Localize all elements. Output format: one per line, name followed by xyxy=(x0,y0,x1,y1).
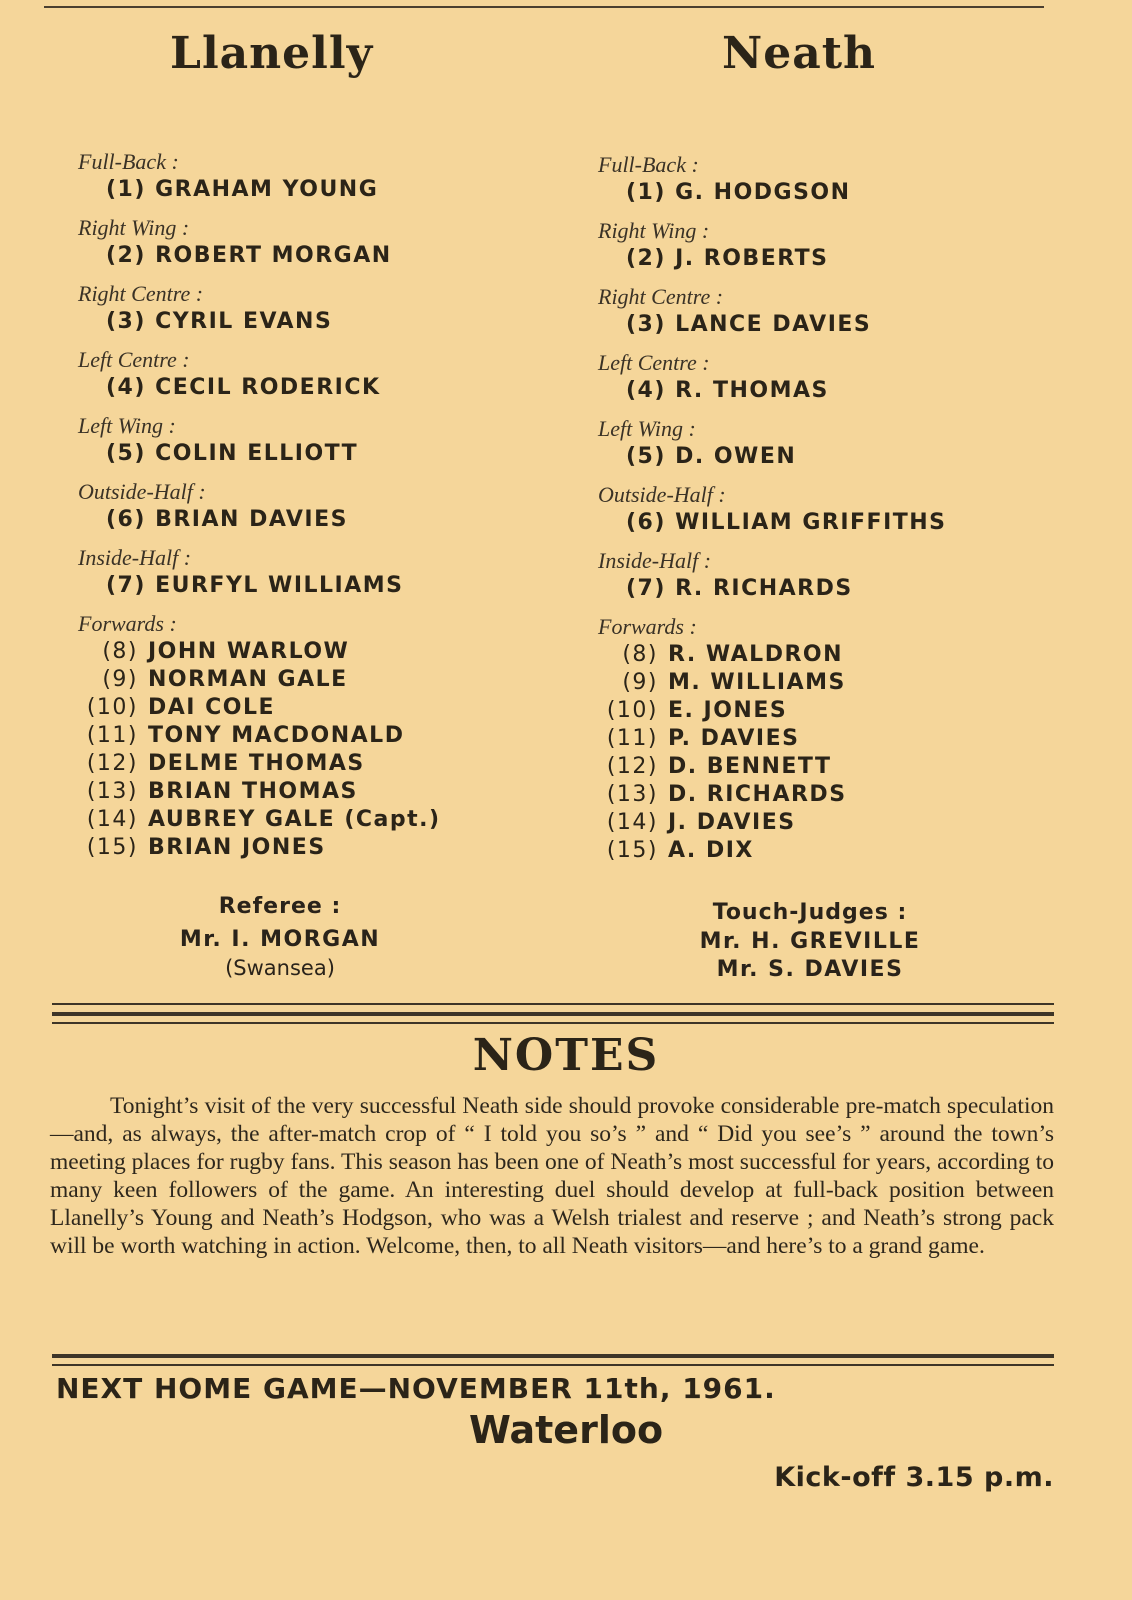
top-rule xyxy=(44,6,1044,8)
forward-row xyxy=(78,778,441,806)
player-name: BRIAN THOMAS xyxy=(148,779,358,804)
shirt-number: (13) xyxy=(606,782,658,807)
position-label: Full-Back : xyxy=(598,152,699,177)
player-left-wing: (5) COLIN ELLIOTT xyxy=(106,441,359,466)
player-right-wing: (2) J. ROBERTS xyxy=(626,246,829,271)
position-label: Inside-Half : xyxy=(598,548,712,573)
forward-row xyxy=(78,834,441,862)
shirt-number: (12) xyxy=(606,754,658,779)
shirt-number: (10) xyxy=(606,698,658,723)
touch-judges-block xyxy=(660,898,960,984)
player-inside-half: (7) EURFYL WILLIAMS xyxy=(106,573,404,598)
forward-row xyxy=(598,669,947,697)
player-name: NORMAN GALE xyxy=(148,667,348,692)
forward-row xyxy=(78,694,441,722)
divider xyxy=(52,1364,1054,1366)
position-label: Right Centre : xyxy=(78,281,204,306)
away-roster xyxy=(598,151,947,875)
shirt-number: (11) xyxy=(606,726,658,751)
notes-title: NOTES xyxy=(472,1030,660,1081)
shirt-number: (15) xyxy=(86,835,138,860)
player-left-centre: (4) CECIL RODERICK xyxy=(106,375,381,400)
player-left-centre: (4) R. THOMAS xyxy=(626,378,829,403)
position-label: Right Wing : xyxy=(78,215,190,240)
position-label: Outside-Half : xyxy=(78,479,206,504)
player-name: R. WALDRON xyxy=(668,642,844,667)
divider xyxy=(52,1022,1054,1024)
position-label: Left Wing : xyxy=(78,413,176,438)
forward-row xyxy=(598,837,947,865)
position-label: Left Wing : xyxy=(598,416,696,441)
player-outside-half: (6) WILLIAM GRIFFITHS xyxy=(626,510,947,535)
shirt-number: (14) xyxy=(86,807,138,832)
player-left-wing: (5) D. OWEN xyxy=(626,444,797,469)
forward-row xyxy=(598,725,947,753)
touch-judge-name: Mr. S. DAVIES xyxy=(716,957,904,982)
player-name: TONY MACDONALD xyxy=(148,723,405,748)
forward-row xyxy=(598,697,947,725)
divider xyxy=(52,1003,1054,1005)
position-label: Outside-Half : xyxy=(598,482,726,507)
position-label: Forwards : xyxy=(598,614,697,639)
divider xyxy=(52,1012,1054,1016)
referee-name: Mr. I. MORGAN xyxy=(179,927,381,952)
forward-row xyxy=(598,781,947,809)
player-right-centre: (3) CYRIL EVANS xyxy=(106,309,333,334)
divider xyxy=(52,1354,1054,1358)
forward-row xyxy=(78,722,441,750)
player-name: P. DAVIES xyxy=(668,726,800,751)
player-outside-half: (6) BRIAN DAVIES xyxy=(106,507,348,532)
shirt-number: (11) xyxy=(86,723,138,748)
forward-row xyxy=(598,641,947,669)
next-home-game-heading: NEXT HOME GAME—NOVEMBER 11th, 1961. xyxy=(56,1372,776,1405)
referee-label: Referee : xyxy=(218,894,342,919)
forward-row xyxy=(598,753,947,781)
player-inside-half: (7) R. RICHARDS xyxy=(626,576,853,601)
player-full-back: (1) G. HODGSON xyxy=(626,180,851,205)
shirt-number: (15) xyxy=(606,838,658,863)
player-name: AUBREY GALE (Capt.) xyxy=(148,807,441,832)
player-name: BRIAN JONES xyxy=(148,835,326,860)
position-label: Right Wing : xyxy=(598,218,710,243)
player-name: DAI COLE xyxy=(148,695,276,720)
forward-row xyxy=(78,806,441,834)
shirt-number: (10) xyxy=(86,695,138,720)
player-name: A. DIX xyxy=(668,838,754,863)
player-name: M. WILLIAMS xyxy=(668,670,846,695)
next-opponent: Waterloo xyxy=(468,1408,664,1452)
player-right-wing: (2) ROBERT MORGAN xyxy=(106,243,392,268)
player-full-back: (1) GRAHAM YOUNG xyxy=(106,177,379,202)
touch-judges-label: Touch-Judges : xyxy=(712,900,908,925)
shirt-number: (8) xyxy=(622,642,658,667)
position-label: Left Centre : xyxy=(598,350,710,375)
player-name: D. RICHARDS xyxy=(668,782,847,807)
player-name: JOHN WARLOW xyxy=(148,639,350,664)
position-label: Forwards : xyxy=(78,611,177,636)
player-name: J. DAVIES xyxy=(668,810,796,835)
touch-judge-name: Mr. H. GREVILLE xyxy=(699,929,921,954)
referee-club: (Swansea) xyxy=(225,956,335,980)
kickoff-time: Kick-off 3.15 p.m. xyxy=(774,1462,1054,1493)
position-label: Inside-Half : xyxy=(78,545,192,570)
referee-block xyxy=(150,892,410,982)
forward-row xyxy=(78,750,441,778)
shirt-number: (9) xyxy=(102,667,138,692)
shirt-number: (12) xyxy=(86,751,138,776)
player-right-centre: (3) LANCE DAVIES xyxy=(626,312,872,337)
position-label: Left Centre : xyxy=(78,347,190,372)
shirt-number: (8) xyxy=(102,639,138,664)
shirt-number: (14) xyxy=(606,810,658,835)
forward-row xyxy=(78,666,441,694)
shirt-number: (13) xyxy=(86,779,138,804)
position-label: Full-Back : xyxy=(78,149,179,174)
home-roster xyxy=(78,148,441,872)
player-name: DELME THOMAS xyxy=(148,751,365,776)
home-team-title: Llanelly xyxy=(170,28,374,79)
forward-row xyxy=(78,638,441,666)
home-forwards-list xyxy=(78,638,441,862)
away-forwards-list xyxy=(598,641,947,865)
position-label: Right Centre : xyxy=(598,284,724,309)
shirt-number: (9) xyxy=(622,670,658,695)
notes-body: Tonight’s visit of the very successful Neath side should provoke considerable pre-match speculation—and, as always, the after-match crop of “ I told you so’s ” and “ Did you see’s ” around the town’s meeting places for rugby fans. This season has been one of Neath’s most successful for years, according to many keen followers of the game. An interesting duel should develop at full-back position between Llanelly’s Young and Neath’s Hodgson, who was a Welsh trialest and reserve ; and Neath’s strong pack will be worth watching in action. Welcome, then, to all Neath visitors—and here’s to a grand game. xyxy=(50,1093,1054,1259)
forward-row xyxy=(598,809,947,837)
player-name: E. JONES xyxy=(668,698,788,723)
away-team-title: Neath xyxy=(722,28,877,79)
player-name: D. BENNETT xyxy=(668,754,832,779)
